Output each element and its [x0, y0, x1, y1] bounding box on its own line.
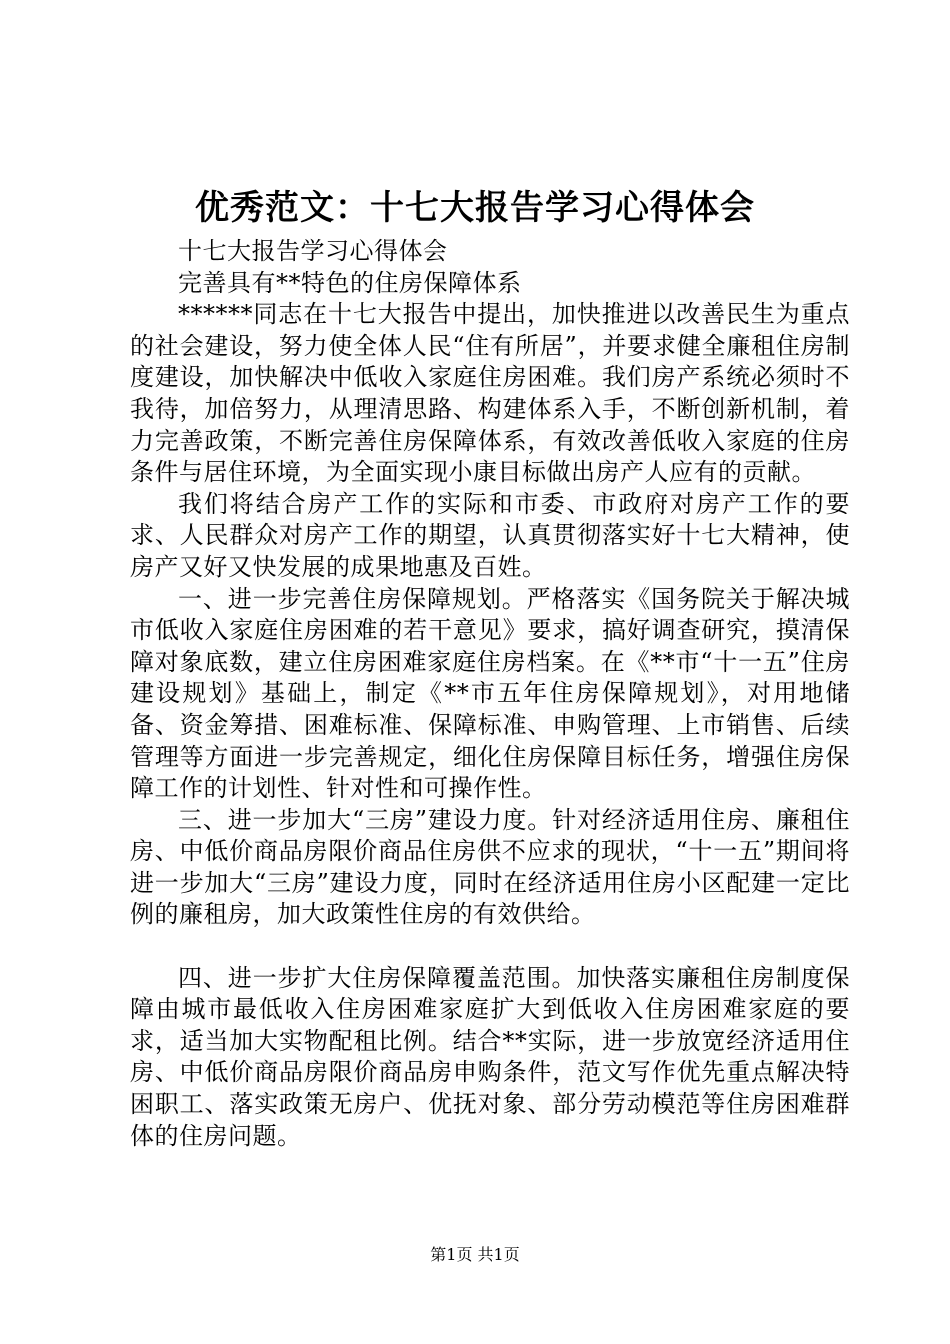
paragraph-subtitle-2: 完善具有**特色的住房保障体系 [178, 268, 522, 297]
paragraph-subtitle-1: 十七大报告学习心得体会 [178, 237, 448, 265]
paragraph-intro: ******同志在十七大报告中提出，加快推进以改善民生为重点的社会建设，努力使全体人民“住有所居”，并要求健全廉租住房制度建设，加快解决中低收入家庭住房困难。我们房产系统必须时不我待，加倍努力，从理清思路、构建体系入手，不断创新机制，着力完善政策，不断完善住房保障体系，有效改善低收入家庭的住房条件与居住环境，为全面实现小康目标做出房产人应有的贡献。 [130, 300, 850, 487]
paragraph-section-three: 三、进一步加大“三房”建设力度。针对经济适用住房、廉租住房、中低价商品房限价商品住房供不应求的现状，“十一五”期间将进一步加大“三房”建设力度，同时在经济适用住房小区配建一定比例的廉租房，加大政策性住房的有效供给。 [130, 805, 850, 929]
paragraph-section-four: 四、进一步扩大住房保障覆盖范围。加快落实廉租住房制度保障由城市最低收入住房困难家庭扩大到低收入住房困难家庭的要求，适当加大实物配租比例。结合**实际，进一步放宽经济适用住房、中低价商品房限价商品房申购条件，范文写作优先重点解决特困职工、落实政策无房户、优抚对象、部分劳动模范等住房困难群体的住房问题。 [130, 963, 850, 1150]
document-body [130, 236, 850, 1152]
page-footer: 第1页 共1页 [430, 1245, 520, 1264]
document-title: 优秀范文：十七大报告学习心得体会 [195, 188, 755, 228]
paragraph-commitment: 我们将结合房产工作的实际和市委、市政府对房产工作的要求、人民群众对房产工作的期望，认真贯彻落实好十七大精神，使房产又好又快发展的成果地惠及百姓。 [130, 489, 850, 581]
paragraph-section-one: 一、进一步完善住房保障规划。严格落实《国务院关于解决城市低收入家庭住房困难的若干意见》要求，搞好调查研究，摸清保障对象底数，建立住房困难家庭住房档案。在《**市“十一五”住房建设规划》基础上，制定《**市五年住房保障规划》，对用地储备、资金筹措、困难标准、保障标准、申购管理、上市销售、后续管理等方面进一步完善规定，细化住房保障目标任务，增强住房保障工作的计划性、针对性和可操作性。 [130, 584, 850, 803]
